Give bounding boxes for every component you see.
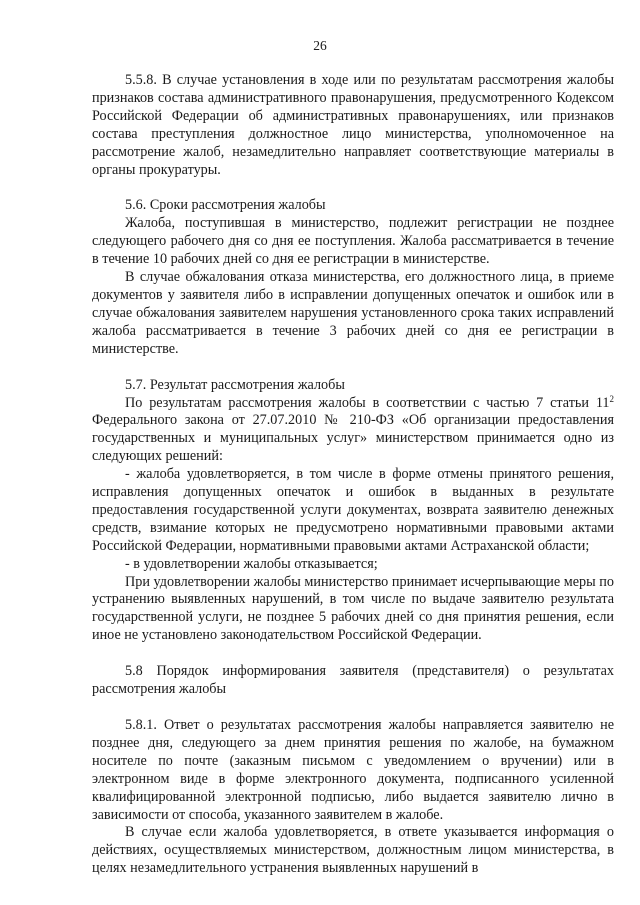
article-superscript: 2 bbox=[609, 393, 614, 404]
page-number: 26 bbox=[313, 38, 327, 53]
paragraph-5-8-1: 5.8.1. Ответ о результатах рассмотрения жалобы направляется заявителю не позднее дня, следующего за днем принятия решения по жалобе, на бумажном носителе по почте (заказным письмом с уведомлением о вручении) или в электронном виде в форме электронного документа, подписанного усиленной квалифицированной электронной подписью, либо выдается заявителю лично в зависимости от способа, указанного заявителем в жалобе. bbox=[92, 717, 614, 823]
paragraph-5-6-refusal-appeal: В случае обжалования отказа министерства, его должностного лица, в приеме документов у заявителя либо в исправлении допущенных опечаток и ошибок или в случае обжалования заявителем нарушения установленного срока таких исправлений жалоба рассматривается в течение 3 рабочих дней со дня ее регистрации в министерстве. bbox=[92, 269, 614, 357]
paragraph-5-7-decisions-start: По результатам рассмотрения жалобы в соответствии с частью 7 статьи 11 bbox=[125, 394, 610, 411]
heading-5-7: 5.7. Результат рассмотрения жалобы bbox=[125, 376, 345, 393]
paragraph-5-8-1-satisfied-info: В случае если жалоба удовлетворяется, в ответе указывается информация о действиях, осуществляемых министерством, должностным лицом министерства, в целях незамедлительного устранения выявленных нарушений в bbox=[92, 824, 614, 877]
paragraph-5-7-measures: При удовлетворении жалобы министерство принимает исчерпывающие меры по устранению выявленных нарушений, в том числе по выдаче заявителю результата государственной услуги, не позднее 5 рабочих дней со дня принятия решения, если иное не установлено законодательством Российской Федерации. bbox=[92, 573, 614, 644]
paragraph-5-6-registration: Жалоба, поступившая в министерство, подлежит регистрации не позднее следующего рабочего дня со дня ее поступления. Жалоба рассматривается в течение в течение 10 рабочих дней со дня ее регистрации в министерстве. bbox=[92, 215, 614, 268]
paragraph-5-7-satisfied: - жалоба удовлетворяется, в том числе в форме отмены принятого решения, исправления допущенных опечаток и ошибок в выданных в результате предоставления государственной услуги документах, возврата заявителю денежных средств, взимание которых не предусмотрено нормативными правовыми актами Российской Федерации, нормативными правовыми актами Астраханской области; bbox=[92, 466, 614, 554]
paragraph-5-7-decisions-end: Федерального закона от 27.07.2010 № 210-ФЗ «Об организации предоставления государственных и муниципальных услуг» министерством принимается одно из следующих решений: bbox=[92, 412, 614, 465]
paragraph-5-7-decisions bbox=[92, 395, 614, 467]
heading-5-6: 5.6. Сроки рассмотрения жалобы bbox=[125, 197, 326, 214]
paragraph-5-7-refused: - в удовлетворении жалобы отказывается; bbox=[125, 555, 378, 572]
heading-5-8: 5.8 Порядок информирования заявителя (представителя) о результатах рассмотрения жалобы bbox=[92, 663, 614, 698]
paragraph-5-5-8: 5.5.8. В случае установления в ходе или по результатам рассмотрения жалобы признаков состава административного правонарушения, предусмотренного Кодексом Российской Федерации об административных правонарушениях, или признаков состава преступления должностное лицо министерства, уполномоченное на рассмотрение жалоб, незамедлительно направляет соответствующие материалы в органы прокуратуры. bbox=[92, 72, 614, 178]
document-body bbox=[92, 72, 614, 878]
